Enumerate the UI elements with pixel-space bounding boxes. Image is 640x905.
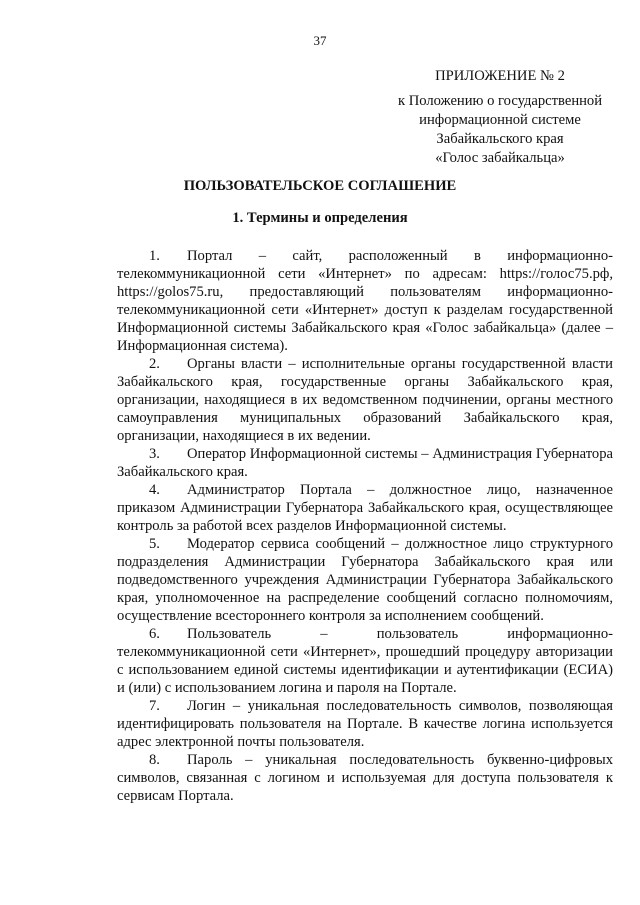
paragraph xyxy=(117,247,613,355)
paragraph-text: Портал – сайт, расположенный в информационно-телекоммуникационной сети «Интернет» по адресам: https://голос75.рф, https://golos75.ru, предоставляющий пользователям информационно-телекоммуникационной сети «Интернет» доступ к разделам государственной Информационной системы Забайкальского края «Голос забайкальца» (далее – Информационная система). xyxy=(117,248,613,354)
paragraph-text: Модератор сервиса сообщений – должностное лицо структурного подразделения Администрации Губернатора Забайкальского края или подведомственного учреждения Администрации Губернатора Забайкальского края, уполномоченное на распределение сообщений согласно полномочиям, осуществление всестороннего контроля за исполнением сообщений. xyxy=(117,536,613,624)
page-number: 37 xyxy=(313,33,327,48)
section-title: 1. Термины и определения xyxy=(232,210,408,226)
paragraph-text: Администратор Портала – должностное лицо, назначенное приказом Администрации Губернатора Забайкальского края, осуществляющее контроль за работой всех разделов Информационной системы. xyxy=(117,482,613,534)
paragraph-text: Органы власти – исполнительные органы государственной власти Забайкальского края, государственные органы Забайкальского края, организации, находящиеся в их ведомственном подчинении, органы местного самоуправления муниципальных образований Забайкальского края, организации, находящиеся в их ведении. xyxy=(117,356,613,444)
paragraph-text: Пароль – уникальная последовательность буквенно-цифровых символов, связанная с логином и используемая для доступа пользователя к сервисам Портала. xyxy=(117,752,613,804)
paragraph-number: 1. xyxy=(149,248,160,264)
paragraph-number: 4. xyxy=(149,482,160,498)
paragraph-text: Оператор Информационной системы – Администрация Губернатора Забайкальского края. xyxy=(117,446,613,480)
appendix-line: к Положению о государственной xyxy=(397,93,603,109)
paragraph xyxy=(117,751,613,805)
paragraph-number: 2. xyxy=(149,356,160,372)
paragraph xyxy=(117,625,613,697)
paragraph-number: 7. xyxy=(149,698,160,714)
paragraph-number: 8. xyxy=(149,752,160,768)
paragraph-text: Пользователь – пользователь информационно-телекоммуникационной сети «Интернет», прошедший процедуру авторизации с использованием единой системы идентификации и аутентификации (ЕСИА) и (или) с использованием логина и пароля на Портале. xyxy=(117,626,613,696)
paragraph xyxy=(117,697,613,751)
appendix-line: «Голос забайкальца» xyxy=(435,150,565,166)
paragraph-text: Логин – уникальная последовательность символов, позволяющая идентифицировать пользователя на Портале. В качестве логина используется адрес электронной почты пользователя. xyxy=(117,698,613,750)
appendix-line: информационной системе xyxy=(419,112,581,128)
paragraph-number: 6. xyxy=(149,626,160,642)
paragraph-number: 5. xyxy=(149,536,160,552)
paragraph xyxy=(117,481,613,535)
paragraph xyxy=(117,445,613,481)
paragraph xyxy=(117,535,613,625)
appendix-header xyxy=(380,67,620,168)
appendix-line: Забайкальского края xyxy=(436,131,564,147)
paragraph xyxy=(117,355,613,445)
paragraph-number: 3. xyxy=(149,446,160,462)
appendix-title: ПРИЛОЖЕНИЕ № 2 xyxy=(435,68,565,84)
document-title: ПОЛЬЗОВАТЕЛЬСКОЕ СОГЛАШЕНИЕ xyxy=(183,178,457,194)
document-body xyxy=(117,247,613,805)
